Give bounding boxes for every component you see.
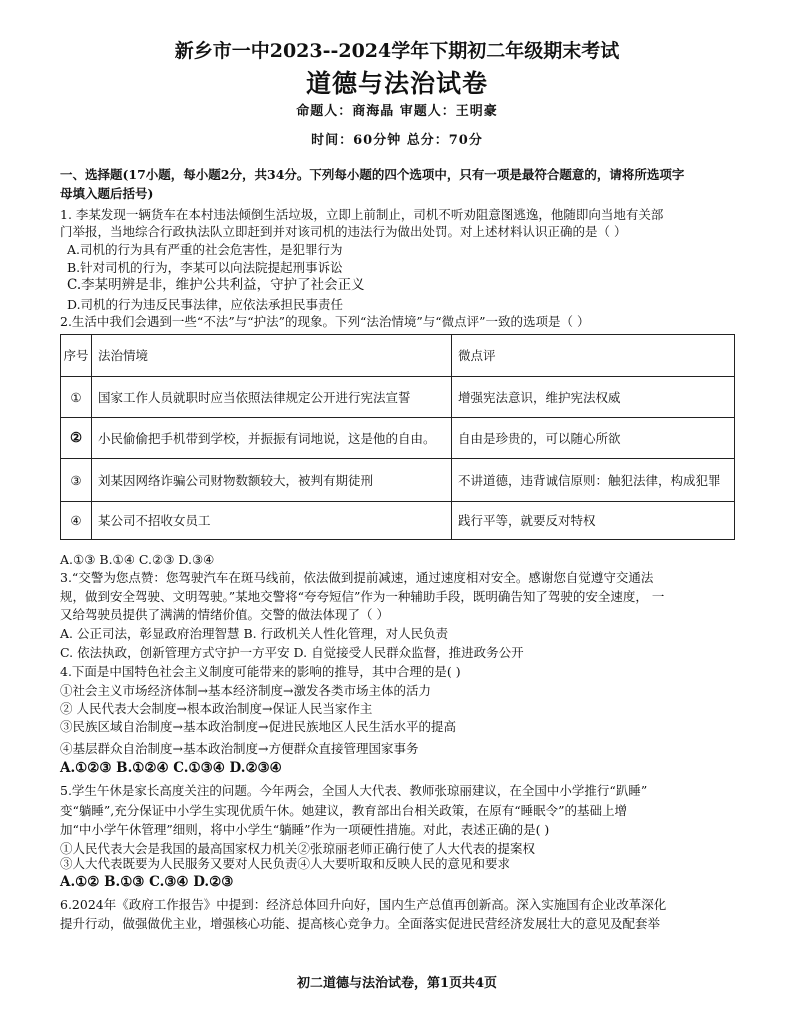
q3-stem-line3: 又给驾驶员提供了满满的情绪价值。交警的做法体现了（ ） [60,607,389,622]
q2-row-comment: 增强宪法意识，维护宪法权威 [452,377,735,418]
q4-item-2: ② 人民代表大会制度→根本政治制度→保证人民当家作主 [60,701,373,716]
q5-stem-line1: 5.学生午休是家长高度关注的问题。今年两会，全国人大代表、教师张琼丽建议，在全国中小学推行“趴睡” [60,783,648,798]
q1-option-d: D.司机的行为违反民事法律，应依法承担民事责任 [67,297,344,312]
q2-row-situation: 某公司不招收女员工 [92,502,452,540]
q2-row-no: ② [61,418,92,459]
q4-item-3: ③民族区域自治制度→基本政治制度→促进民族地区人民生活水平的提高 [60,719,456,734]
q5-item-3-4: ③人大代表既要为人民服务又要对人民负责④人大要听取和反映人民的意见和要求 [60,856,511,871]
q2-stem: 2.生活中我们会遇到一些“不法”与“护法”的现象。下列“法治情境”与“微点评”一致的选项是（ ） [60,314,590,329]
q2-row-no: ① [61,377,92,418]
section-instructions-line1: 一、选择题(17小题，每小题2分，共34分。下列每小题的四个选项中，只有一项是最符合题意的，请将所选项字 [60,167,685,182]
exam-subtitle: 道德与法治试卷 [305,69,488,98]
q6-stem-line2: 提升行动，做强做优主业，增强核心功能、提高核心竞争力。全面落实促进民营经济发展壮大的意见及配套举 [60,916,661,931]
q2-header-no: 序号 [61,335,92,377]
exam-authors: 命题人：商海晶 审题人：王明豪 [296,104,498,119]
q5-stem-line2: 变“躺睡”,充分保证中小学生实现优质午休。她建议，教育部出台相关政策，在原有“睡眠令”的基础上增 [60,803,628,818]
q5-stem-line3: 加“中小学午休管理”细则，将中小学生“躺睡”作为一项硬性措施。对此，表述正确的是( ) [60,822,550,837]
exam-time-score: 时间：60分钟 总分：70分 [311,133,483,148]
q3-stem-line2: 规，做到安全驾驶、文明驾驶。”某地交警将“夸夸短信”作为一种辅助手段，既明确告知了驾驶的安全速度， 一 [60,589,665,604]
q2-row-situation: 国家工作人员就职时应当依照法律规定公开进行宪法宣誓 [92,377,452,418]
exam-title: 新乡市一中2023--2024学年下期初二年级期末考试 [174,40,620,62]
q1-option-a: A.司机的行为具有严重的社会危害性，是犯罪行为 [67,242,343,257]
q2-table [60,334,735,540]
q2-options: A.①③ B.①④ C.②③ D.③④ [60,552,215,567]
q2-table-header-row [61,335,735,377]
q3-options-cd: C. 依法执政，创新管理方式守护一方平安 D. 自觉接受人民群众监督，推进政务公开 [60,645,524,660]
q4-item-1: ①社会主义市场经济体制→基本经济制度→激发各类市场主体的活力 [60,683,431,698]
section-instructions-line2: 母填入题后括号) [60,186,154,201]
q1-stem-line1: 1. 李某发现一辆货车在本村违法倾倒生活垃圾，立即上前制止，司机不听劝阻意图逃逸，他随即向当地有关部 [60,207,664,222]
q5-item-1-2: ①人民代表大会是我国的最高国家权力机关②张琼丽老师正确行使了人大代表的提案权 [60,841,536,856]
q6-stem-line1: 6.2024年《政府工作报告》中提到：经济总体回升向好，国内生产总值再创新高。深入实施国有企业改革深化 [60,897,667,912]
q2-row-situation: 刘某因网络诈骗公司财物数额较大，被判有期徒刑 [92,459,452,502]
table-row [61,502,735,540]
q1-option-c: C.李某明辨是非，维护公共利益，守护了社会正义 [67,277,365,293]
q3-stem-line1: 3.“交警为您点赞：您驾驶汽车在斑马线前，依法做到提前减速，通过速度相对安全。感谢您自觉遵守交通法 [60,570,654,585]
q2-row-comment: 践行平等，就要反对特权 [452,502,735,540]
q2-row-comment: 不讲道德，违背诚信原则：触犯法律，构成犯罪 [452,459,735,502]
q2-row-comment: 自由是珍贵的，可以随心所欲 [452,418,735,459]
q2-row-no: ③ [61,459,92,502]
table-row [61,459,735,502]
q2-row-situation: 小民偷偷把手机带到学校，并振振有词地说，这是他的自由。 [92,418,452,459]
q4-item-4: ④基层群众自治制度→基本政治制度→方便群众直接管理国家事务 [60,741,419,756]
q2-row-no: ④ [61,502,92,540]
page-footer: 初二道德与法治试卷，第1页共4页 [296,976,498,991]
q3-options-ab: A. 公正司法，彰显政府治理智慧 B. 行政机关人性化管理，对人民负责 [60,626,449,641]
q2-header-situation: 法治情境 [92,335,452,377]
table-row [61,418,735,459]
q4-options: A.①②③ B.①②④ C.①③④ D.②③④ [60,760,282,776]
q4-stem: 4.下面是中国特色社会主义制度可能带来的影响的推导，其中合理的是( ) [60,664,461,679]
q1-option-b: B.针对司机的行为，李某可以向法院提起刑事诉讼 [67,260,343,275]
table-row [61,377,735,418]
q2-header-comment: 微点评 [452,335,735,377]
q5-options: A.①② B.①③ C.③④ D.②③ [60,874,234,890]
q1-stem-line2: 门举报，当地综合行政执法队立即赶到并对该司机的违法行为做出处罚。对上述材料认识正确的是（ ） [60,224,627,239]
